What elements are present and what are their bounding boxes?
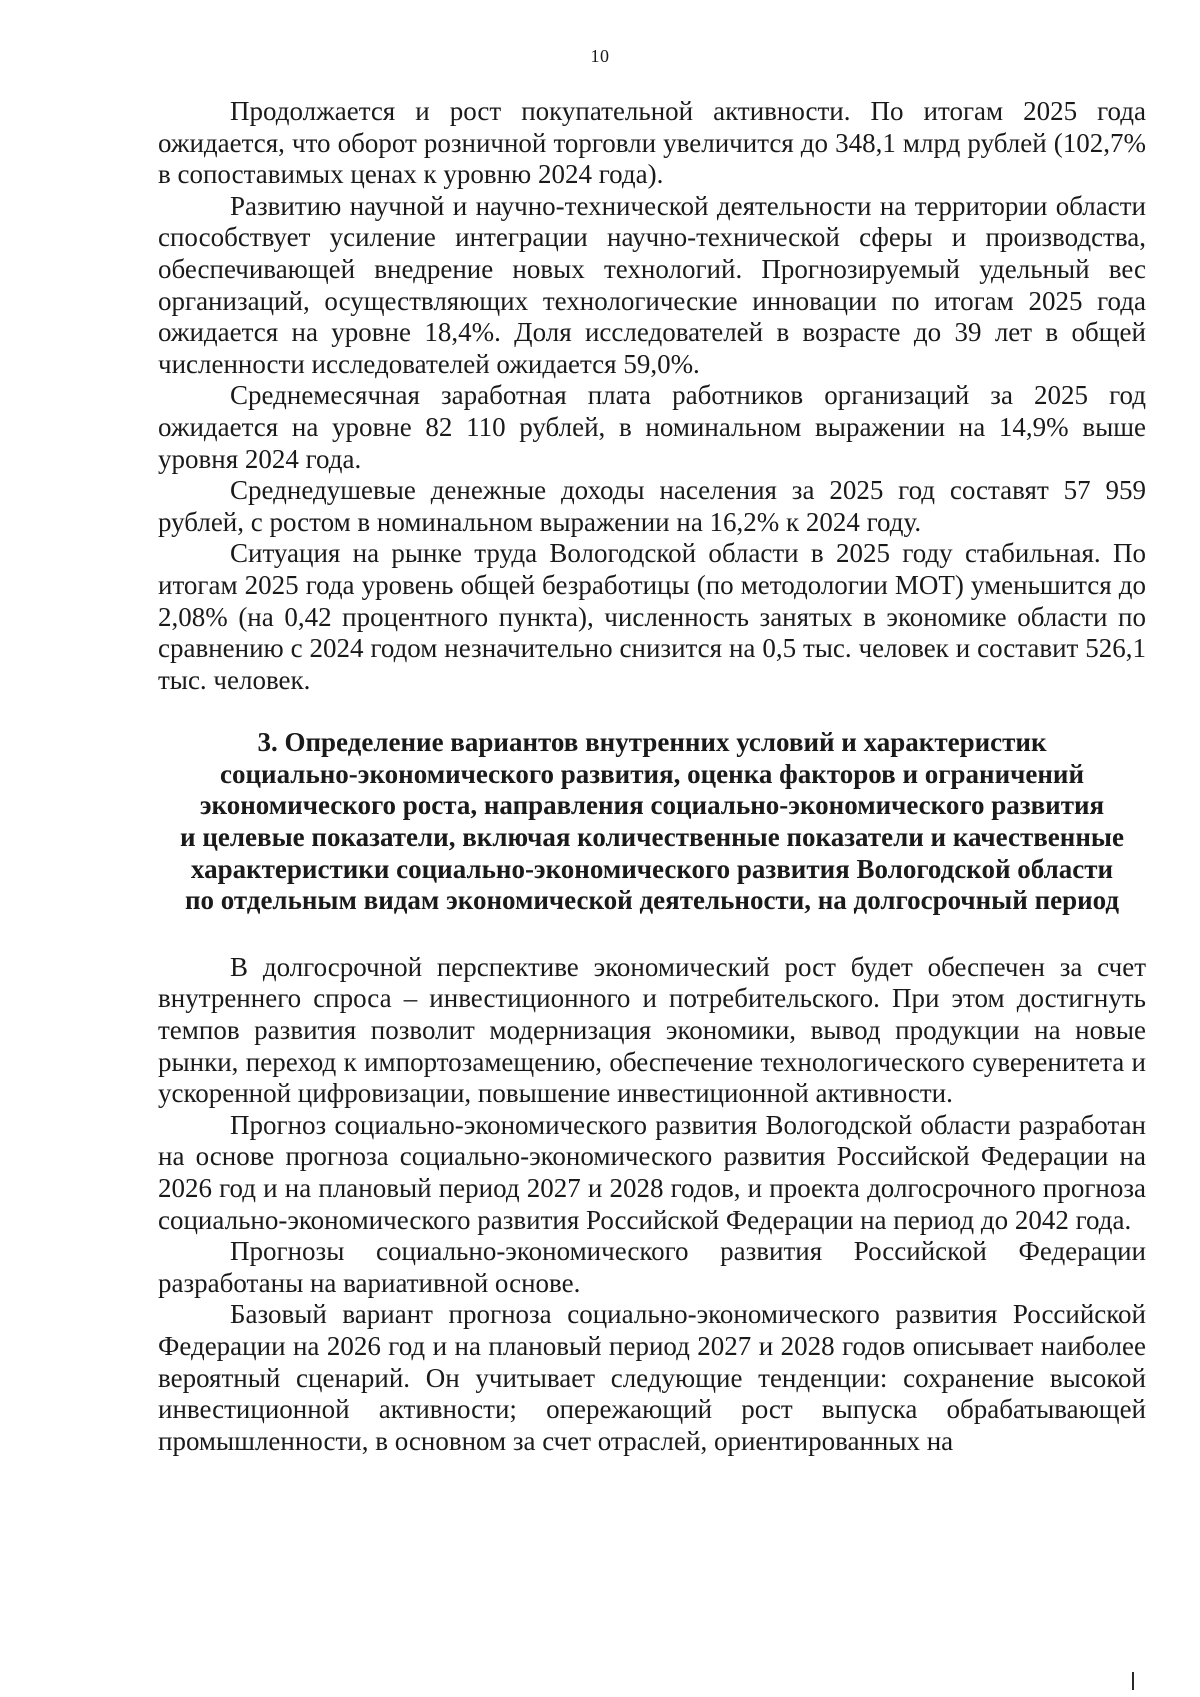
paragraph-base-scenario: Базовый вариант прогноза социально-экономического развития Российской Федерации на 2026 год и на плановый период 2027 и 2028 годов описывает наиболее вероятный сценарий. Он учитывает следующие тенденции: сохранение высокой инвестиционной активности; опережающий рост выпуска обрабатывающей промышленности, в основном за счет отраслей, ориентированных на bbox=[158, 1299, 1146, 1456]
paragraph-wages: Среднемесячная заработная плата работников организаций за 2025 год ожидается на уровне 82 110 рублей, в номинальном выражении на 14,9% выше уровня 2024 года. bbox=[158, 380, 1146, 474]
paragraph-income: Среднедушевые денежные доходы населения за 2025 год составят 57 959 рублей, с ростом в номинальном выражении на 16,2% к 2024 году. bbox=[158, 475, 1146, 537]
section-heading-line: социально-экономического развития, оценка факторов и ограничений bbox=[219, 758, 1085, 789]
section-heading-line: характеристики социально-экономического развития Вологодской области bbox=[190, 853, 1114, 884]
document-body bbox=[158, 96, 1146, 1457]
section-heading-line: экономического роста, направления социально-экономического развития bbox=[199, 790, 1105, 821]
section-heading bbox=[158, 727, 1146, 917]
scan-edge-mark bbox=[1132, 1672, 1134, 1690]
paragraph-variants: Прогнозы социально-экономического развития Российской Федерации разработаны на вариативной основе. bbox=[158, 1236, 1146, 1298]
paragraph-labor-market: Ситуация на рынке труда Вологодской области в 2025 году стабильная. По итогам 2025 года уровень общей безработицы (по методологии МОТ) уменьшится до 2,08% (на 0,42 процентного пункта), численность занятых в экономике области по сравнению с 2024 годом незначительно снизится на 0,5 тыс. человек и составит 526,1 тыс. человек. bbox=[158, 538, 1146, 695]
paragraph-retail-trade: Продолжается и рост покупательной активности. По итогам 2025 года ожидается, что оборот розничной торговли увеличится до 348,1 млрд рублей (102,7% в сопоставимых ценах к уровню 2024 года). bbox=[158, 96, 1146, 190]
section-heading-line: по отдельным видам экономической деятельности, на долгосрочный период bbox=[184, 885, 1120, 916]
section-heading-line: и целевые показатели, включая количественные показатели и качественные bbox=[180, 822, 1124, 853]
section-heading-line: 3. Определение вариантов внутренних условий и характеристик bbox=[257, 727, 1047, 758]
paragraph-forecast-basis: Прогноз социально-экономического развития Вологодской области разработан на основе прогноза социально-экономического развития Российской Федерации на 2026 год и на плановый период 2027 и 2028 годов, и проекта долгосрочного прогноза социально-экономического развития Российской Федерации на период до 2042 года. bbox=[158, 1109, 1146, 1235]
page-number: 10 bbox=[590, 46, 610, 66]
paragraph-science: Развитию научной и научно-технической деятельности на территории области способствует усиление интеграции научно-технической сферы и производства, обеспечивающей внедрение новых технологий. Прогнозируемый удельный вес организаций, осуществляющих технологические инновации по итогам 2025 года ожидается на уровне 18,4%. Доля исследователей в возрасте до 39 лет в общей численности исследователей ожидается 59,0%. bbox=[158, 190, 1146, 379]
paragraph-long-term-growth: В долгосрочной перспективе экономический рост будет обеспечен за счет внутреннего спроса – инвестиционного и потребительского. При этом достигнуть темпов развития позволит модернизация экономики, вывод продукции на новые рынки, переход к импортозамещению, обеспечение технологического суверенитета и ускоренной цифровизации, повышение инвестиционной активности. bbox=[158, 951, 1146, 1109]
